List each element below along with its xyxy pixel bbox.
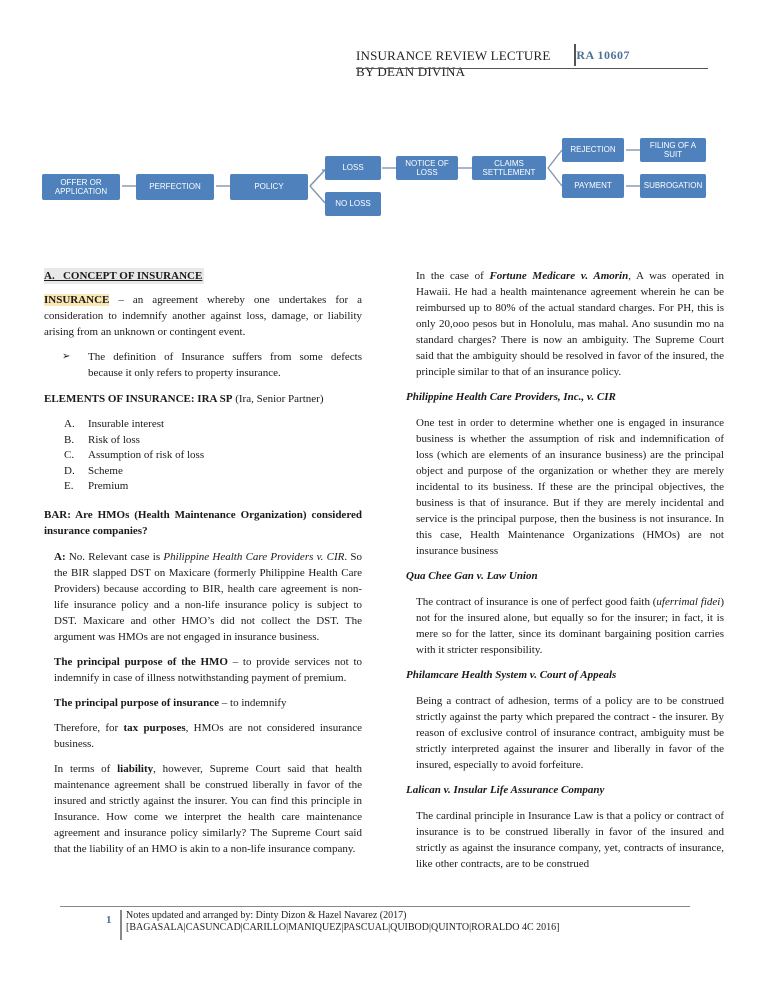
hmo-purpose: The principal purpose of the HMO – to provide services not to indemnify in case of illness notwithstanding payment of premium. [54,655,363,684]
case-title: Philippine Health Care Providers, Inc., v. CIR [406,391,616,403]
footer-rule [60,906,690,907]
case-title: Qua Chee Gan v. Law Union [406,570,538,582]
liability-paragraph: In terms of liability, however, Supreme Court said that health maintenance agreement shall be construed liberally in favor of the insured and strictly against the insurer. You can find this principle in Insurance. How come we interpret the health care maintenance agreement and insurance policy similarly? The Supreme Court said that the liability of an HMO is akin to a non-life insurance company. [54,762,362,855]
list-item: A. Insurable interest [64,418,165,430]
list-item: D. Scheme [64,464,123,477]
list-item: E. Premium [64,480,129,492]
footer-credits [126,910,559,934]
elements-heading: ELEMENTS OF INSURANCE: IRA SP (Ira, Senior Partner) [44,393,324,405]
case-title: Lalican v. Insular Life Assurance Company [406,784,605,796]
list-item: C. Assumption of risk of loss [64,449,205,461]
definition-bullet [62,349,362,381]
flow-node-loss: LOSS [325,156,381,180]
case-text: One test in order to determine whether one is engaged in insurance business is whether the assumption of risk and indemnification of loss (which are elements of an insurance business) are the principal object and purpose of the organization or whether they are merely incidental to its business. If these are the principal objectives, the business is that of insurance. But if they are merely incidental and service is the principal purpose, then the business is not insurance. In this case, Health Maintenance Organizations (HMOs) are not insurance business [416,417,724,557]
insurance-process-flowchart [40,132,730,232]
tax-purposes-paragraph: Therefore, for tax purposes, HMOs are not considered insurance business. [54,721,362,750]
flow-node-offer: OFFER OR APPLICATION [42,174,120,200]
definition-text: – an agreement whereby one undertakes for a consideration to indemnify another against loss, damage, or liability arising from an unknown or contingent event. [44,294,362,338]
flow-node-subrogation: SUBROGATION [640,174,706,198]
case-text: The cardinal principle in Insurance Law is that a policy or contract of insurance is to be construed liberally in favor of the insured and strictly as against the insurance company, yet, contracts of insurance, like other contracts, are to be construed [416,810,724,870]
fortune-medicare-paragraph: In the case of Fortune Medicare v. Amorin, A was operated in Hawaii. He had a health maintenance agreement wherein he can be reimbursed up to 80% of the actual standard charges. For PH, this is only 20,ooo pesos but in Honolulu, mas mahal. Ano susundin mo na standard charges? There is now an ambiguity. The Supreme Court said that the ambiguity should be resolved in favor of the insured, the principle similar to that of an insurance policy. [416,270,724,378]
definition-term: INSURANCE [44,294,110,306]
flow-node-notice-of-loss: NOTICE OF LOSS [396,156,458,180]
flow-node-claims-settlement: CLAIMS SETTLEMENT [472,156,546,180]
list-item: B. Risk of loss [64,433,140,446]
case-text: Being a contract of adhesion, terms of a policy are to be construed strictly against the party which prepared the contract - the insurer. By reason of exclusive control of insurance contract, ambiguity must be strictly interpreted against the insurer and liberally in favor of the insured, especially to avoid forfeiture. [416,695,724,771]
case-text: The contract of insurance is one of perfect good faith (uferrimal fidei) not for the insured alone, but equally so for the insurer; in fact, it is mere so for the latter, since its dominant bargaining position carries with it stricter responsibility. [416,596,724,656]
flow-node-payment: PAYMENT [562,174,624,198]
header-rule [356,68,708,69]
page-header [356,44,708,79]
arrow-bullet-icon: ➢ [62,351,71,362]
insurance-definition [44,292,362,340]
insurance-purpose: The principal purpose of insurance – to indemnify [54,696,287,709]
flow-node-perfection: PERFECTION [136,174,214,200]
flow-node-no-loss: NO LOSS [325,192,381,216]
flow-node-rejection: REJECTION [562,138,624,162]
footer-line-2: [BAGASALA|CASUNCAD|CARILLO|MANIQUEZ|PASCUAL|QUIBOD|QUINTO|RORALDO 4C 2016] [126,922,560,933]
right-column [406,268,724,881]
bar-question: BAR: Are HMOs (Health Maintenance Organization) considered insurance companies? [44,508,362,537]
footer-divider-vertical [120,910,122,940]
footer-line-1: Notes updated and arranged by: Dinty Dizon & Hazel Navarez (2017) [126,910,407,921]
flow-node-policy: POLICY [230,174,308,200]
bar-answer: A: No. Relevant case is Philippine Health Care Providers v. CIR. So the BIR slapped DST on Maxicare (formerly Philippine Health Care Providers) because according to BIR, health care agreement is non-life insurance policy and a non-life insurance policy is subject to DST. Maxicare and other HMO’s did not collect the DST. The argument was HMOs are not engaged in insurance business. [54,550,362,643]
page-footer [60,906,690,946]
left-column [44,268,362,866]
flow-node-filing-of-suit: FILING OF A SUIT [640,138,706,162]
header-title: INSURANCE REVIEW LECTURE BY DEAN DIVINA [356,48,551,79]
page-number: 1 [106,914,112,926]
section-heading: A. CONCEPT OF INSURANCE [44,270,203,282]
bullet-text: The definition of Insurance suffers from some defects because it only refers to property insurance. [88,351,362,379]
elements-list [64,417,362,495]
case-title: Philamcare Health System v. Court of Appeals [406,669,617,681]
header-badge: RA 10607 [576,48,630,62]
